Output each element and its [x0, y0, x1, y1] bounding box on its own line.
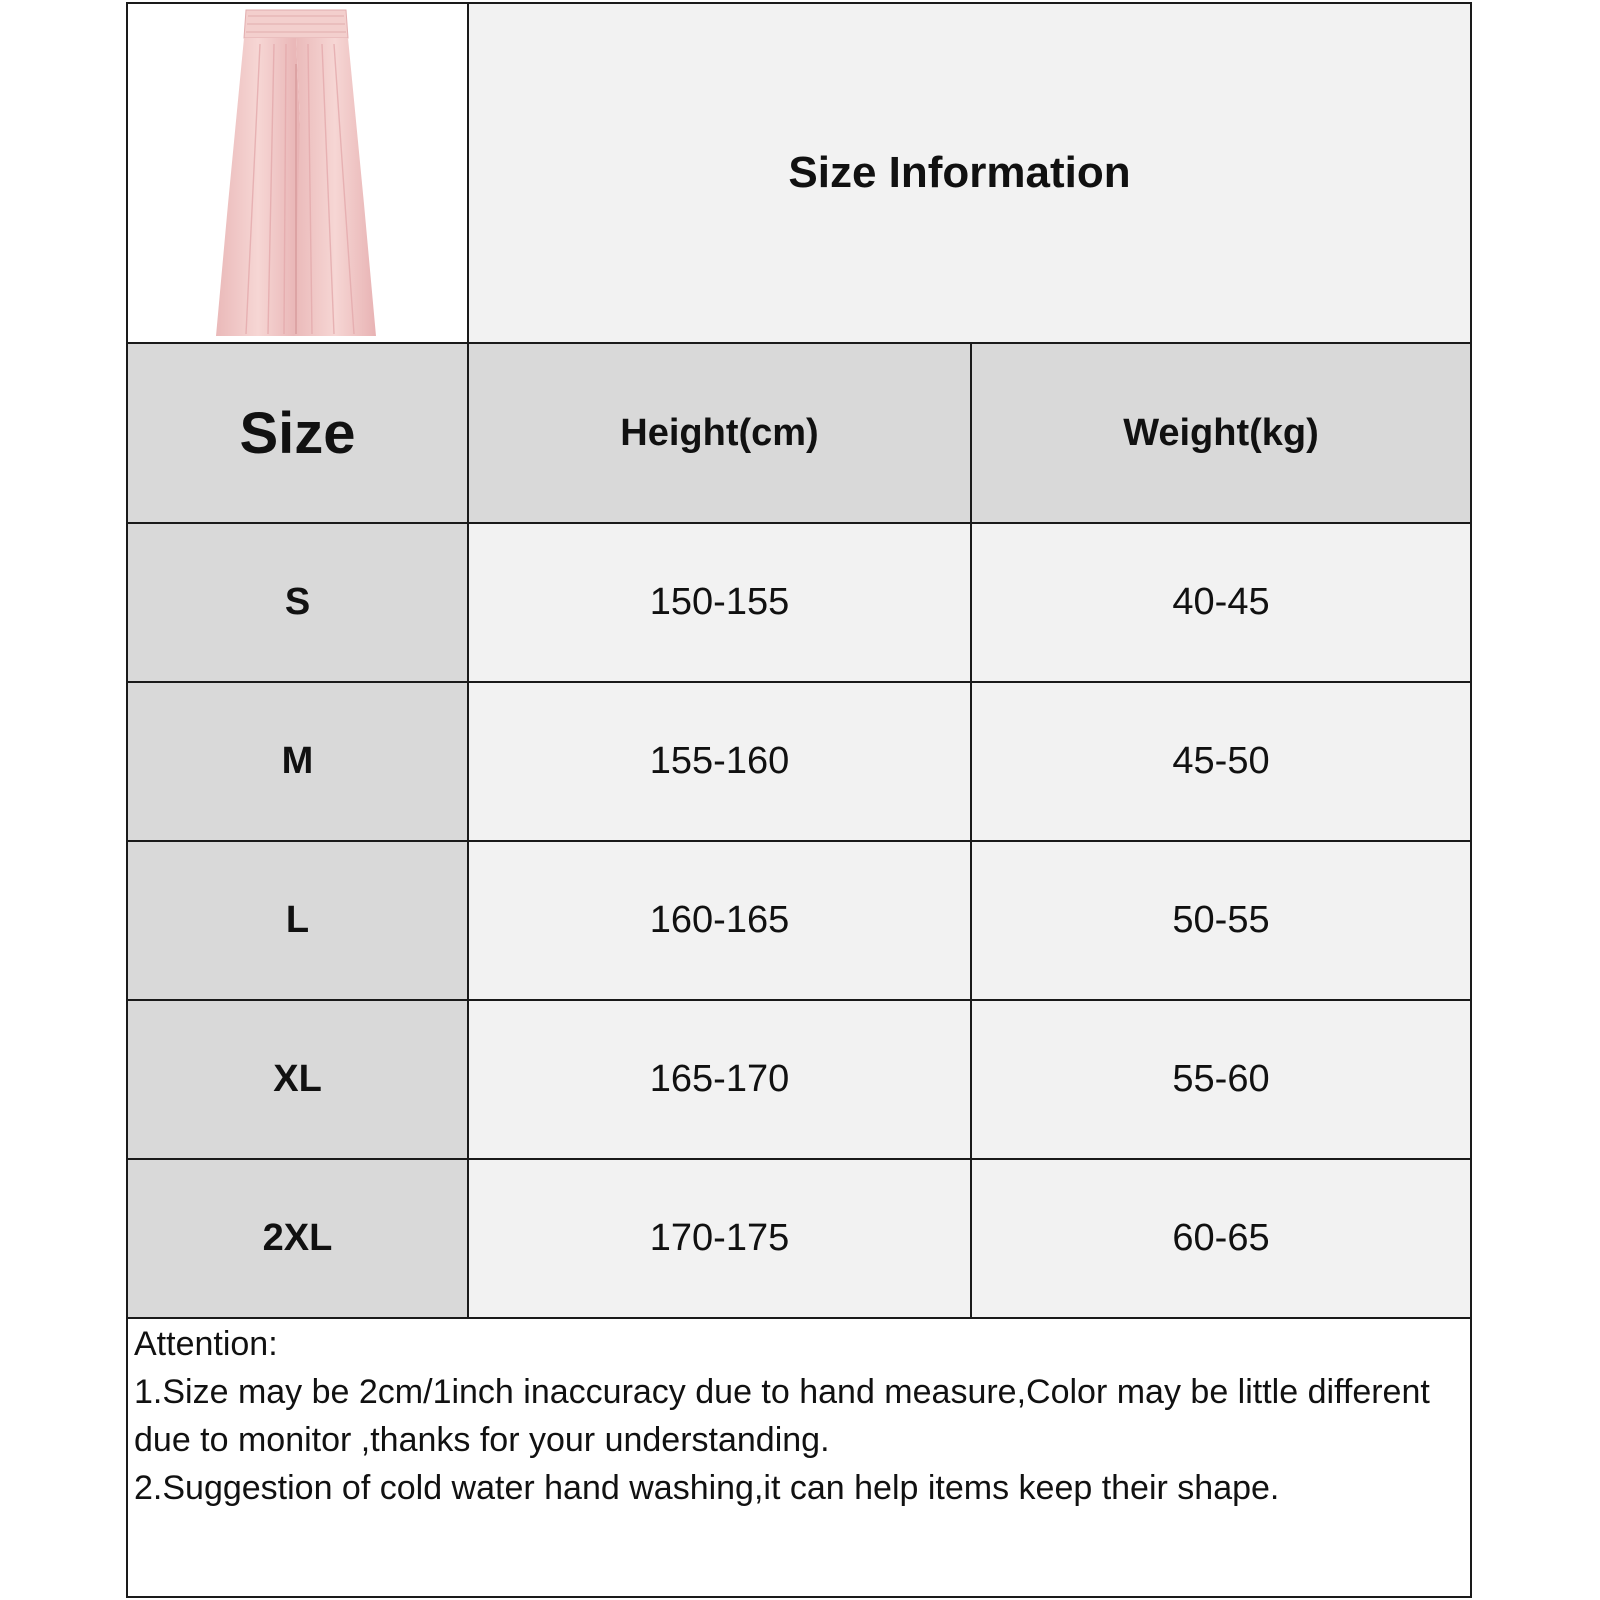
note-line: 1.Size may be 2cm/1inch inaccuracy due to hand measure,Color may be little different due to monitor ,thanks for your understanding.: [134, 1373, 1430, 1459]
weight-cell: 40-45: [972, 524, 1470, 681]
product-photo: [128, 4, 469, 342]
height-cell: 155-160: [469, 683, 972, 840]
table-row: [128, 683, 1470, 842]
table-row: [128, 1160, 1470, 1319]
height-cell: 170-175: [469, 1160, 972, 1317]
weight-cell: 45-50: [972, 683, 1470, 840]
header-cell-weight: Weight(kg): [972, 344, 1470, 522]
size-chart: [126, 2, 1472, 1598]
table-header-row: [128, 344, 1470, 524]
height-cell: 160-165: [469, 842, 972, 999]
size-cell: L: [128, 842, 469, 999]
weight-cell: 55-60: [972, 1001, 1470, 1158]
page-title: Size Information: [788, 148, 1131, 197]
table-row: [128, 524, 1470, 683]
header-cell-size: Size: [128, 344, 469, 522]
note-line: 2.Suggestion of cold water hand washing,it can help items keep their shape.: [134, 1469, 1280, 1507]
weight-cell: 60-65: [972, 1160, 1470, 1317]
height-cell: 165-170: [469, 1001, 972, 1158]
weight-cell: 50-55: [972, 842, 1470, 999]
pink-wide-leg-pants-image: [128, 4, 467, 342]
header-cell-height: Height(cm): [469, 344, 972, 522]
title-cell: [469, 4, 1470, 342]
size-cell: S: [128, 524, 469, 681]
attention-notes: [128, 1316, 1470, 1516]
notes-heading: Attention:: [134, 1325, 278, 1363]
table-row: [128, 842, 1470, 1001]
size-cell: M: [128, 683, 469, 840]
chart-header: [128, 4, 1470, 344]
size-cell: 2XL: [128, 1160, 469, 1317]
height-cell: 150-155: [469, 524, 972, 681]
size-cell: XL: [128, 1001, 469, 1158]
table-row: [128, 1001, 1470, 1160]
